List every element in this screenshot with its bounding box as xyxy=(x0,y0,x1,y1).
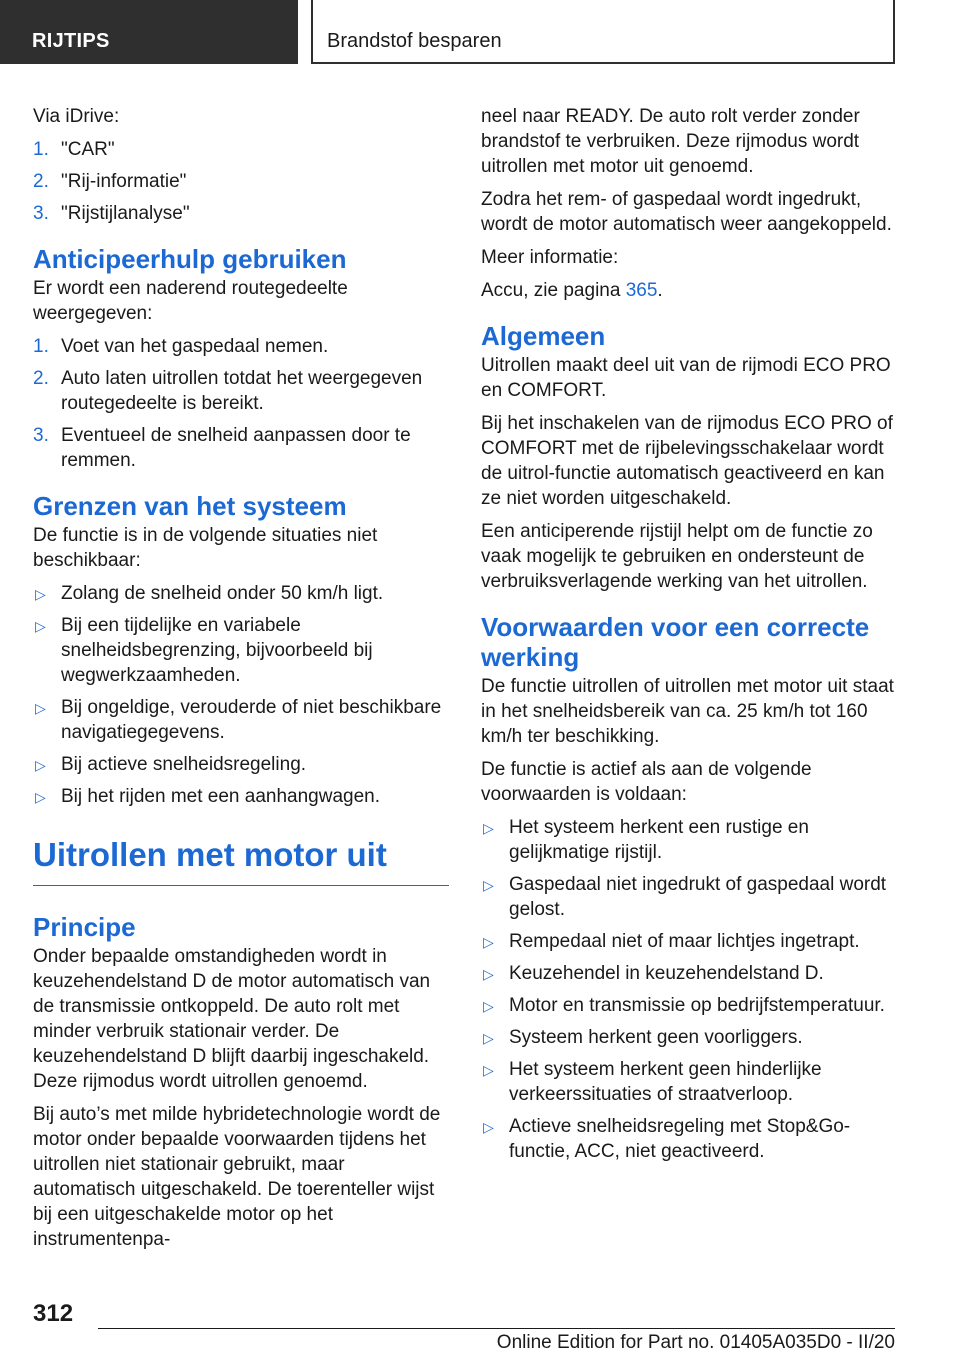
grenzen-list xyxy=(33,581,449,809)
list-item: ▷ Zolang de snelheid onder 50 km/h ligt. xyxy=(33,581,449,606)
list-item: ▷ Systeem herkent geen voorliggers. xyxy=(481,1025,899,1050)
bullet-icon: ▷ xyxy=(483,998,494,1014)
list-item: ▷ Keuzehendel in keuzehendelstand D. xyxy=(481,961,899,986)
list-item: 3. "Rijstijlanalyse" xyxy=(33,203,190,224)
list-item: ▷ Bij een tijdelijke en variabele snelheidsbegrenzing, bijvoorbeeld bij wegwerkzaamheden. xyxy=(35,615,373,686)
list-item: 3. Eventueel de snelheid aanpassen door te remmen. xyxy=(33,425,411,471)
list-item: ▷ Bij actieve snelheidsregeling. xyxy=(33,752,449,777)
list-item: ▷ Actieve snelheidsregeling met Stop&Go-functie, ACC, niet geactiveerd. xyxy=(483,1116,851,1162)
list-item: 2. "Rij-informatie" xyxy=(33,171,187,192)
list-item: ▷ Motor en transmissie op bedrijfstemperatuur. xyxy=(481,993,899,1018)
heading-voorwaarden: Voorwaarden voor een correcte werking xyxy=(481,612,870,672)
voorwaarden-text-1: De functie uitrollen of uitrollen met motor uit staat in het snelheidsbereik van ca. 25 km/h tot 160 km/h ter beschikking. xyxy=(481,676,894,747)
bullet-icon: ▷ xyxy=(483,1119,494,1135)
list-item: ▷ Rempedaal niet of maar lichtjes ingetrapt. xyxy=(481,929,899,954)
bullet-icon: ▷ xyxy=(483,1030,494,1046)
heading-algemeen: Algemeen xyxy=(481,321,606,351)
footer-divider xyxy=(98,1328,895,1329)
edition-footer: Online Edition for Part no. 01405A035D0 - II/20 xyxy=(496,1332,895,1353)
anticipeerhulp-steps xyxy=(33,334,449,473)
bullet-icon: ▷ xyxy=(483,934,494,950)
bullet-icon: ▷ xyxy=(483,820,494,836)
algemeen-text-1: Uitrollen maakt deel uit van de rijmodi ECO PRO en COMFORT. xyxy=(481,355,891,401)
accu-reference: Accu, zie pagina 365. xyxy=(481,280,663,301)
voorwaarden-list xyxy=(481,815,899,1164)
list-item: 1. Voet van het gaspedaal nemen. xyxy=(33,336,329,357)
chapter-title: Brandstof besparen xyxy=(311,0,895,64)
list-item: 1. "CAR" xyxy=(33,139,115,160)
algemeen-text-2: Bij het inschakelen van de rijmodus ECO PRO of COMFORT met de rijbelevingsschakelaar wordt de uitrol-functie automatisch geactiveerd en kan ze niet worden uitgeschakeld. xyxy=(481,413,893,509)
principe-text-1: Onder bepaalde omstandigheden wordt in keuzehendelstand D de motor automatisch van de transmissie ontkoppeld. De auto rolt met minder verbruik stationair verder. De keuzehendelstand D blijft daarbij ingeschakeld. Deze rijmodus wordt uitrollen genoemd. xyxy=(33,946,431,1092)
idrive-intro: Via iDrive: xyxy=(33,106,120,127)
idrive-steps xyxy=(33,137,449,226)
voorwaarden-text-2: De functie is actief als aan de volgende voorwaarden is voldaan: xyxy=(481,759,812,805)
continued-text-2: Zodra het rem- of gaspedaal wordt ingedrukt, wordt de motor automatisch weer aangekoppeld. xyxy=(481,189,892,235)
left-column xyxy=(33,104,449,1260)
grenzen-text: De functie is in de volgende situaties niet beschikbaar: xyxy=(33,525,378,571)
heading-anticipeerhulp: Anticipeerhulp gebruiken xyxy=(33,244,347,274)
page-header xyxy=(0,0,960,66)
bullet-icon: ▷ xyxy=(35,789,46,805)
list-item: ▷ Het systeem herkent een rustige en gelijkmatige rijstijl. xyxy=(483,817,809,863)
algemeen-text-3: Een anticiperende rijstijl helpt om de functie zo vaak mogelijk te gebruiken en ondersteunt de verbruiksverlagende werking van het uitrollen. xyxy=(481,521,873,592)
bullet-icon: ▷ xyxy=(35,700,46,716)
bullet-icon: ▷ xyxy=(483,877,494,893)
heading-uitrollen-motor-uit: Uitrollen met motor uit xyxy=(33,835,449,886)
anticipeerhulp-text: Er wordt een naderend routegedeelte weergegeven: xyxy=(33,278,348,324)
list-item: 2. Auto laten uitrollen totdat het weergegeven routegedeelte is bereikt. xyxy=(33,368,423,414)
principe-text-2: Bij auto’s met milde hybridetechnologie wordt de motor onder bepaalde voorwaarden tijdens het uitrollen niet stationair gebruikt, maar automatisch uitgeschakeld. De toerenteller wijst bij een uitgeschakelde motor op het instrumentenpa- xyxy=(33,1104,441,1250)
list-item: ▷ Bij ongeldige, verouderde of niet beschikbare navigatiegegevens. xyxy=(35,697,442,743)
continued-text-1: neel naar READY. De auto rolt verder zonder brandstof te verbruiken. Deze rijmodus wordt uitrollen met motor uit genoemd. xyxy=(481,106,860,177)
bullet-icon: ▷ xyxy=(35,757,46,773)
more-info-label: Meer informatie: xyxy=(481,247,619,268)
heading-principe: Principe xyxy=(33,912,136,942)
bullet-icon: ▷ xyxy=(35,586,46,602)
right-column xyxy=(481,104,899,1172)
page-number: 312 xyxy=(33,1300,74,1327)
list-item: ▷ Bij het rijden met een aanhangwagen. xyxy=(33,784,449,809)
page-link[interactable]: 365 xyxy=(625,280,658,301)
bullet-icon: ▷ xyxy=(35,618,46,634)
list-item: ▷ Het systeem herkent geen hinderlijke verkeerssituaties of straatverloop. xyxy=(483,1059,822,1105)
bullet-icon: ▷ xyxy=(483,966,494,982)
bullet-icon: ▷ xyxy=(483,1062,494,1078)
section-tab: RIJTIPS xyxy=(0,0,298,64)
heading-grenzen: Grenzen van het systeem xyxy=(33,491,347,521)
list-item: ▷ Gaspedaal niet ingedrukt of gaspedaal wordt gelost. xyxy=(483,874,887,920)
